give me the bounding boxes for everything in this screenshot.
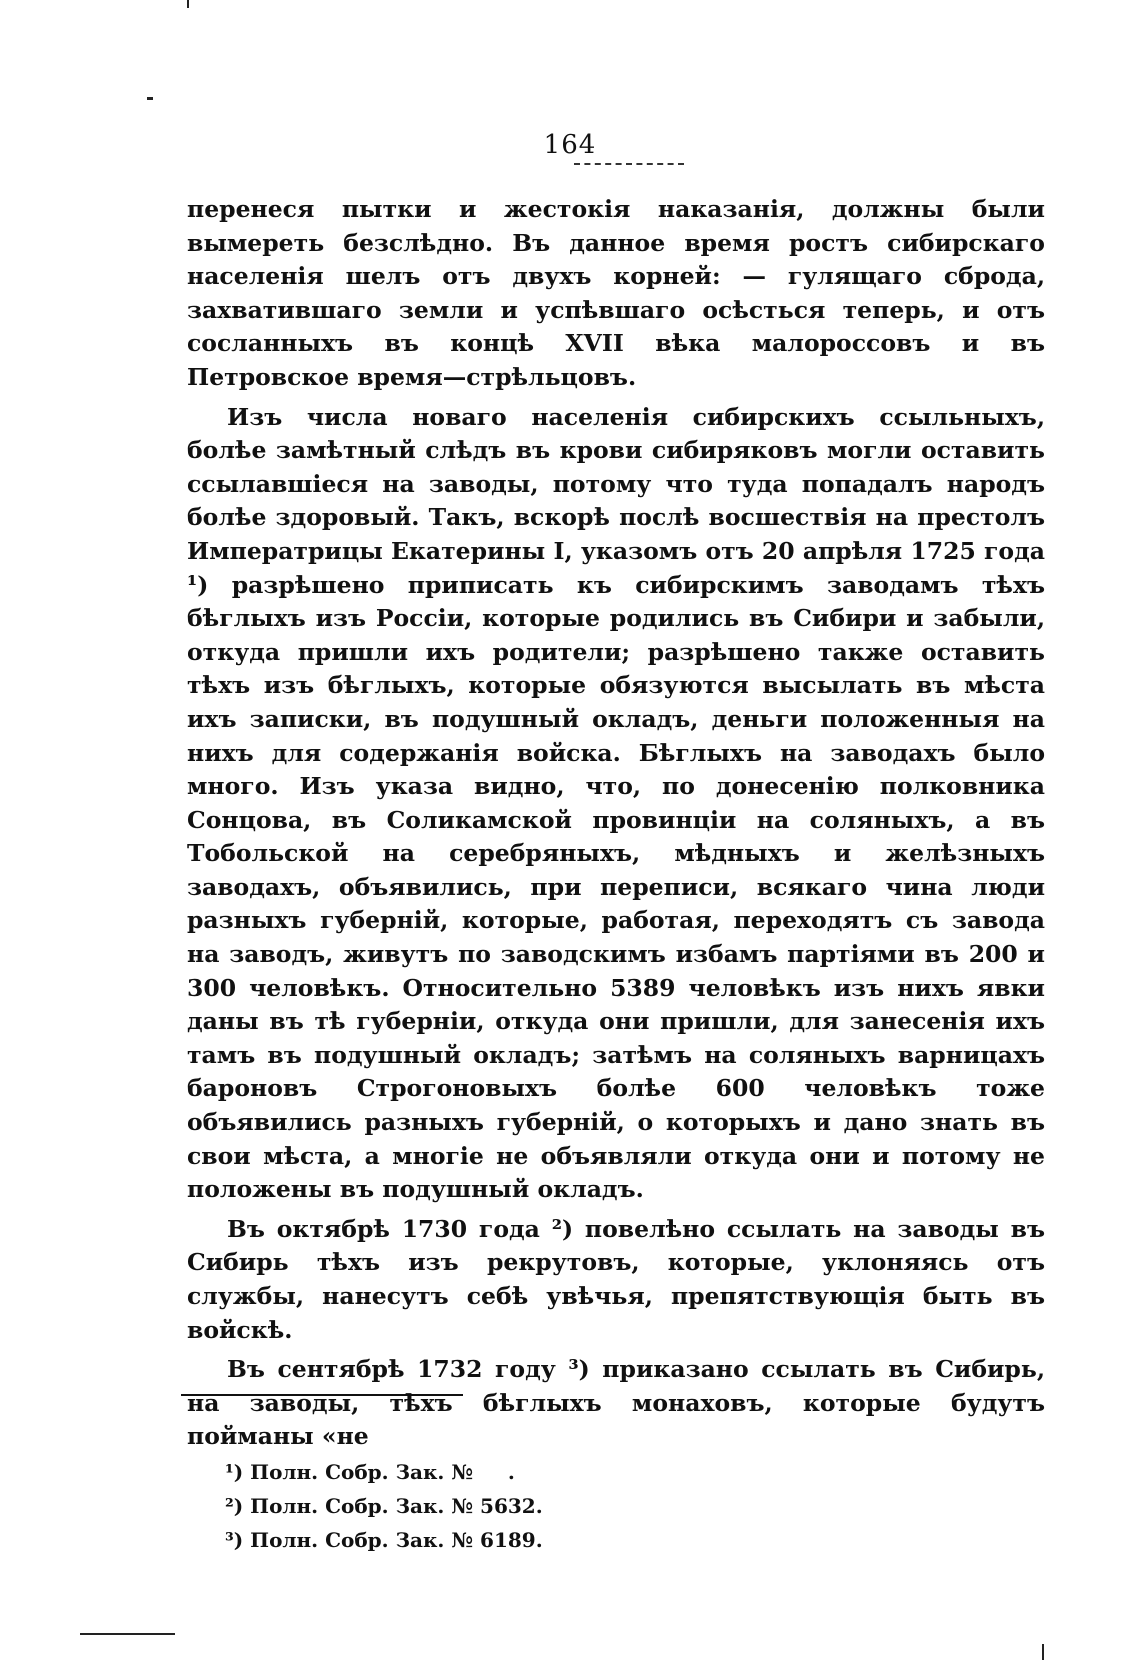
page-number-rule [574,163,684,165]
footnotes [225,1455,543,1557]
scan-mark-bottom-left [80,1633,175,1635]
scan-mark-top-left [187,0,189,8]
footnote: ²) Полн. Собр. Зак. № 5632. [225,1494,543,1518]
scan-mark-left [147,97,153,100]
body-text [187,193,1045,1454]
page-number: 164 [543,130,597,160]
paragraph: Въ сентябрѣ 1732 году ³) приказано ссылать въ Сибирь, на заводы, тѣхъ бѣглыхъ монаховъ, которые будутъ пойманы «не [187,1355,1045,1451]
scan-mark-bottom-right [1042,1644,1044,1660]
footnote: ³) Полн. Собр. Зак. № 6189. [225,1528,543,1552]
paragraph: Въ октябрѣ 1730 года ²) повелѣно ссылать на заводы въ Сибирь тѣхъ изъ рекрутовъ, которые, уклоняясь отъ службы, нанесутъ себѣ увѣчья, препятствующія быть въ войскѣ. [187,1214,1045,1344]
footnote: ¹) Полн. Собр. Зак. № . [225,1460,515,1484]
paragraph: Изъ числа новаго населенія сибирскихъ ссыльныхъ, болѣе замѣтный слѣдъ въ крови сибиряковъ могли оставить ссылавшіеся на заводы, потому что туда попадалъ народъ болѣе здоровый. Такъ, вскорѣ послѣ восшествія на престолъ Императрицы Екатерины I, указомъ отъ 20 апрѣля 1725 года ¹) разрѣшено приписать къ сибирскимъ заводамъ тѣхъ бѣглыхъ изъ Россіи, которые родились въ Сибири и забыли, откуда пришли ихъ родители; разрѣшено также оставить тѣхъ изъ бѣглыхъ, которые обязуются высылать въ мѣста ихъ записки, въ подушный окладъ, деньги положенныя на нихъ для содержанія войска. Бѣглыхъ на заводахъ было много. Изъ указа видно, что, по донесенію полковника Сонцова, въ Соликамской провинціи на соляныхъ, а въ Тобольской на серебряныхъ, мѣдныхъ и желѣзныхъ заводахъ, объявились, при переписи, всякаго чина люди разныхъ губерній, которые, работая, переходятъ съ завода на заводъ, живутъ по заводскимъ избамъ партіями въ 200 и 300 человѣкъ. Относительно 5389 человѣкъ изъ нихъ явки даны въ тѣ губерніи, откуда они пришли, для занесенія ихъ тамъ въ подушный окладъ; затѣмъ на соляныхъ варницахъ бароновъ Строгоновыхъ болѣе 600 человѣкъ тоже объявились разныхъ губерній, о которыхъ и дано знать въ свои мѣста, а многіе не объявляли откуда они и потому не положены въ подушный окладъ. [187,402,1045,1204]
paragraph: перенеся пытки и жестокія наказанія, должны были вымереть безслѣдно. Въ данное время ростъ сибирскаго населенія шелъ отъ двухъ корней: — гулящаго сброда, захватившаго земли и успѣвшаго осѣсться теперь, и отъ сосланныхъ въ концѣ XVII вѣка малороссовъ и въ Петровское время—стрѣльцовъ. [187,195,1045,391]
footnote-separator [181,1394,463,1396]
